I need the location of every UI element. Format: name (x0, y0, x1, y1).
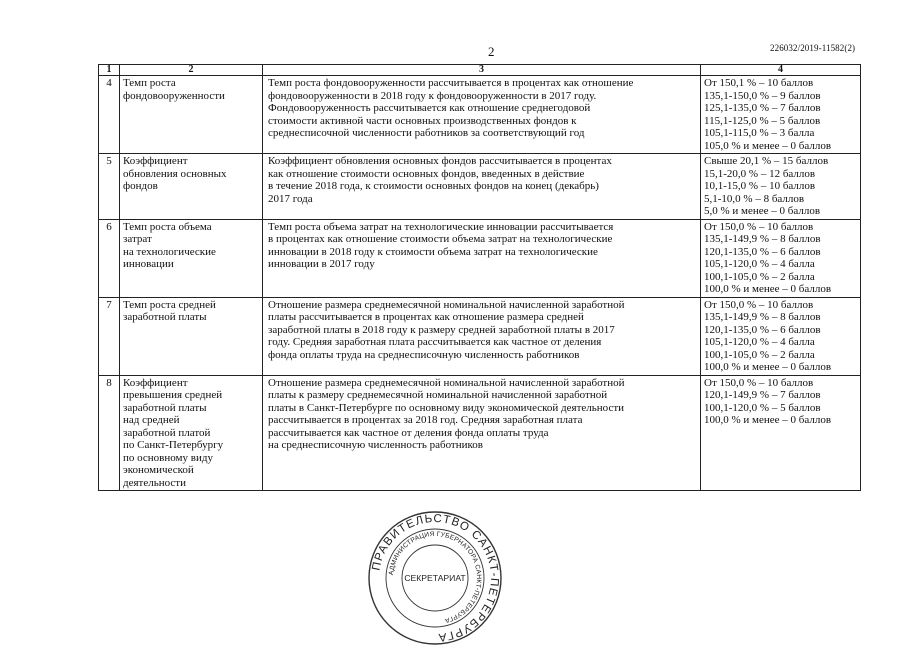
score-scale-line: Свыше 20,1 % – 15 баллов (704, 155, 829, 167)
indicator-name-line: инновации (123, 258, 174, 270)
indicator-description-line: инновации в 2018 году к стоимости объема затрат на технологические (268, 245, 598, 258)
svg-text:СЕКРЕТАРИАТ: СЕКРЕТАРИАТ (404, 573, 466, 583)
score-scale-line: 105,0 % и менее – 0 баллов (704, 139, 832, 152)
indicator-description-line: Фондовооруженность рассчитывается как отношение среднегодовой (268, 102, 591, 114)
indicator-description-line: году. Средняя заработная плата рассчитывается как частное от деления (268, 336, 602, 348)
indicator-description (263, 297, 701, 375)
indicator-description (263, 219, 701, 297)
row-number: 5 (99, 154, 120, 220)
header-col-1: 1 (99, 65, 120, 76)
header-col-4: 4 (701, 65, 861, 76)
score-scale (701, 375, 861, 491)
indicator-description-line: платы в Санкт-Петербурге по основному виду экономической деятельности (268, 401, 625, 414)
indicator-name (120, 76, 263, 154)
table-row (99, 76, 861, 154)
indicator-description-line: заработной платы в 2018 году к размеру средней заработной платы в 2017 (268, 323, 615, 336)
row-number: 4 (99, 76, 120, 154)
indicator-name-line: по основному виду (123, 451, 213, 464)
score-scale-line: 15,1-20,0 % – 12 баллов (704, 167, 816, 180)
score-scale-line: 105,1-120,0 % – 4 балла (704, 258, 815, 270)
indicator-description-line: рассчитывается в процентах за 2018 год. Средняя заработная плата (268, 414, 583, 426)
svg-text:АДМИНИСТРАЦИЯ ГУБЕРНАТОРА САНК: АДМИНИСТРАЦИЯ ГУБЕРНАТОРА САНКТ-ПЕТЕРБУРГА (388, 530, 483, 624)
table-row (99, 297, 861, 375)
document-number: 226032/2019-11582(2) (770, 43, 856, 53)
table-row (99, 154, 861, 220)
indicator-name-line: заработной платой (123, 426, 211, 439)
score-scale (701, 297, 861, 375)
row-number: 6 (99, 219, 120, 297)
indicator-name-line: Темп роста средней (123, 298, 216, 311)
indicator-name-line: Коэффициент (123, 376, 188, 389)
indicator-name-line: экономической (123, 464, 194, 476)
indicator-description-line: рассчитывается как частное от деления фонда оплаты труда (268, 426, 549, 439)
indicator-name (120, 154, 263, 220)
score-scale-line: 10,1-15,0 % – 10 баллов (704, 180, 816, 192)
header-col-2: 2 (120, 65, 263, 76)
indicator-name-line: затрат (123, 233, 152, 245)
score-scale-line: От 150,0 % – 10 баллов (704, 298, 814, 311)
secretariat-seal (365, 508, 505, 648)
score-scale-line: 5,0 % и менее – 0 баллов (704, 205, 821, 217)
score-scale (701, 219, 861, 297)
indicator-name (120, 375, 263, 491)
score-scale-line: От 150,0 % – 10 баллов (704, 220, 814, 233)
page-number: 2 (488, 44, 495, 59)
indicator-description-line: в течение 2018 года, к стоимости основных фондов на конец (декабрь) (268, 180, 599, 192)
indicator-description-line: платы к размеру среднемесячной номинальной начисленной заработной (268, 389, 608, 401)
indicator-name-line: заработной платы (123, 311, 207, 323)
header-col-3: 3 (263, 65, 701, 76)
score-scale-line: 115,1-125,0 % – 5 баллов (704, 114, 821, 127)
indicator-description-line: 2017 года (268, 192, 313, 205)
svg-text:ПРАВИТЕЛЬСТВО САНКТ-ПЕТЕРБУРГА: ПРАВИТЕЛЬСТВО САНКТ-ПЕТЕРБУРГА (370, 512, 501, 644)
indicator-name-line: над средней (123, 414, 180, 426)
indicator-description-line: Отношение размера среднемесячной номинальной начисленной заработной (268, 376, 625, 389)
indicator-description-line: Темп роста фондовооруженности рассчитывается в процентах как отношение (268, 77, 634, 89)
indicator-description-line: платы рассчитывается в процентах как отношение размера средней (268, 311, 584, 323)
score-scale-line: 120,1-135,0 % – 6 баллов (704, 245, 821, 258)
indicator-description-line: на среднесписочную численность работников (268, 439, 483, 451)
indicator-description (263, 76, 701, 154)
score-scale (701, 154, 861, 220)
indicator-description-line: фонда оплаты труда на среднесписочную численность работников (268, 348, 580, 361)
indicator-description-line: фондовооруженности в 2018 году к фондовооруженности в 2017 году. (268, 89, 597, 102)
criteria-table (98, 64, 861, 491)
indicator-description-line: Коэффициент обновления основных фондов рассчитывается в процентах (268, 155, 612, 167)
table-row (99, 375, 861, 491)
indicator-name-line: Темп роста объема (123, 220, 212, 233)
indicator-name (120, 297, 263, 375)
score-scale-line: 135,1-149,9 % – 8 баллов (704, 233, 821, 245)
indicator-description-line: как отношение стоимости основных фондов, введенных в действие (268, 167, 585, 180)
indicator-name-line: по Санкт-Петербургу (123, 439, 224, 451)
indicator-name-line: фондов (123, 180, 158, 192)
indicator-name-line: фондовооруженности (123, 89, 225, 102)
row-number: 7 (99, 297, 120, 375)
table-header-row (99, 65, 861, 76)
score-scale-line: 100,1-105,0 % – 2 балла (704, 270, 815, 283)
score-scale-line: 135,1-149,9 % – 8 баллов (704, 311, 821, 323)
score-scale-line: 100,0 % и менее – 0 баллов (704, 283, 832, 295)
score-scale-line: 135,1-150,0 % – 9 баллов (704, 89, 821, 102)
score-scale-line: От 150,1 % – 10 баллов (704, 77, 814, 89)
indicator-name-line: деятельности (123, 476, 186, 489)
indicator-name-line: Темп роста (123, 77, 176, 89)
indicator-description-line: среднесписочной численности работников за соответствующий год (268, 127, 585, 139)
score-scale-line: 125,1-135,0 % – 7 баллов (704, 102, 821, 114)
score-scale-line: 120,1-149,9 % – 7 баллов (704, 389, 821, 401)
indicator-description (263, 154, 701, 220)
indicator-description-line: в процентах как отношение стоимости объема затрат на технологические (268, 233, 613, 245)
indicator-description-line: Отношение размера среднемесячной номинальной начисленной заработной (268, 298, 625, 311)
indicator-description-line: стоимости активной части основных производственных фондов к (268, 114, 577, 127)
score-scale-line: 100,0 % и менее – 0 баллов (704, 414, 832, 426)
score-scale-line: 100,1-120,0 % – 5 баллов (704, 401, 821, 414)
indicator-name-line: заработной платы (123, 401, 207, 414)
score-scale-line: От 150,0 % – 10 баллов (704, 376, 814, 389)
row-number: 8 (99, 375, 120, 491)
indicator-description-line: инновации в 2017 году (268, 258, 375, 270)
score-scale-line: 120,1-135,0 % – 6 баллов (704, 323, 821, 336)
indicator-name-line: на технологические (123, 245, 216, 258)
score-scale-line: 105,1-115,0 % – 3 балла (704, 127, 815, 139)
indicator-name-line: Коэффициент (123, 155, 188, 167)
score-scale-line: 105,1-120,0 % – 4 балла (704, 336, 815, 348)
score-scale-line: 100,1-105,0 % – 2 балла (704, 348, 815, 361)
score-scale (701, 76, 861, 154)
score-scale-line: 100,0 % и менее – 0 баллов (704, 361, 832, 373)
indicator-name-line: обновления основных (123, 167, 227, 180)
indicator-name (120, 219, 263, 297)
table-row (99, 219, 861, 297)
indicator-description (263, 375, 701, 491)
indicator-name-line: превышения средней (123, 389, 223, 401)
indicator-description-line: Темп роста объема затрат на технологические инновации рассчитывается (268, 220, 614, 233)
score-scale-line: 5,1-10,0 % – 8 баллов (704, 192, 805, 205)
